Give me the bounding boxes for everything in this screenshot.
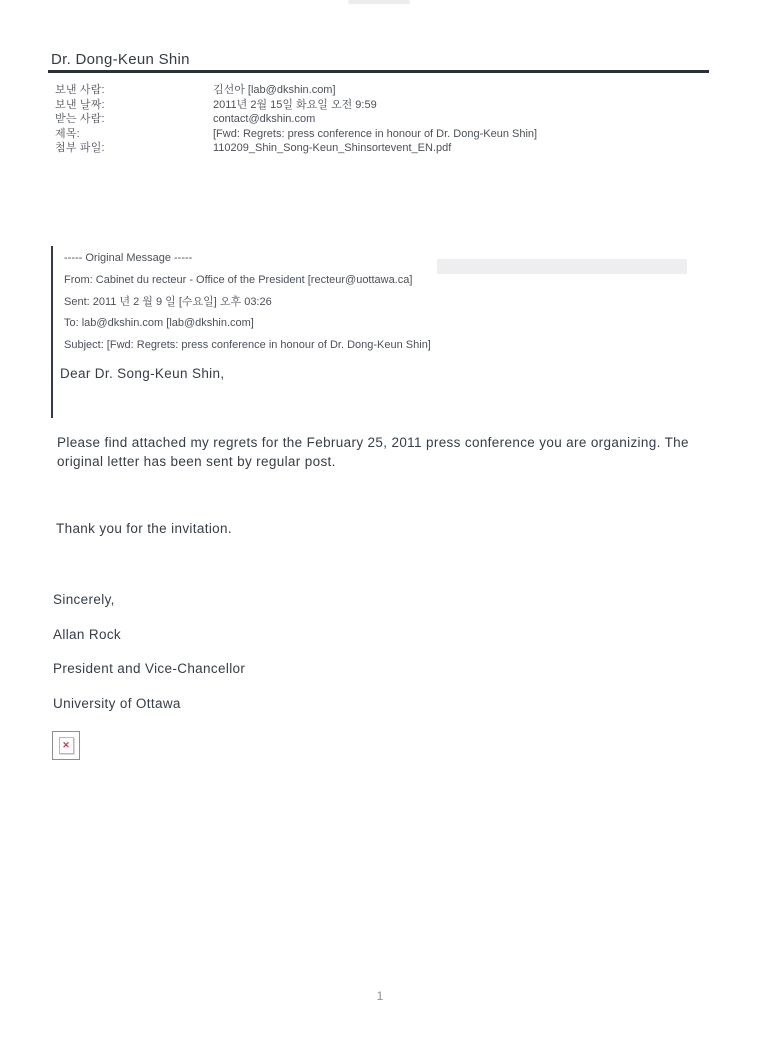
- sent-date-value: 2011년 2월 15일 화요일 오전 9:59: [213, 98, 377, 111]
- broken-image-placeholder: [52, 731, 80, 760]
- to-label: 받는 사람:: [55, 113, 105, 126]
- quoted-subject-line: Subject: [Fwd: Regrets: press conference in honour of Dr. Dong-Keun Shin]: [64, 339, 431, 352]
- attachment-value: 110209_Shin_Song-Keun_Shinsortevent_EN.pdf: [213, 142, 452, 155]
- subject-value: [Fwd: Regrets: press conference in honour of Dr. Dong-Keun Shin]: [213, 127, 538, 140]
- quoted-to-line: To: lab@dkshin.com [lab@dkshin.com]: [64, 317, 254, 330]
- attachment-label: 첨부 파일:: [55, 142, 105, 155]
- quote-bar: [51, 246, 53, 418]
- header-field-row: [55, 98, 703, 113]
- quoted-sent-line: Sent: 2011 년 2 월 9 일 [수요일] 오후 03:26: [64, 295, 272, 308]
- signature-title: President and Vice-Chancellor: [53, 661, 246, 676]
- to-value: contact@dkshin.com: [213, 113, 316, 126]
- email-header-fields: [55, 83, 703, 156]
- from-value: 김선아 [lab@dkshin.com]: [213, 84, 336, 96]
- page-number: 1: [376, 989, 384, 1003]
- signature-name: Allan Rock: [53, 627, 122, 642]
- broken-image-icon: [59, 737, 74, 754]
- body-paragraph: Please find attached my regrets for the February 25, 2011 press conference you are organizing. The original letter has been sent by regular post.: [57, 435, 689, 469]
- header-field-row: [55, 127, 703, 142]
- quoted-from-line: From: Cabinet du recteur - Office of the President [recteur@uottawa.ca]: [64, 273, 413, 286]
- closing-line: Sincerely,: [53, 592, 115, 607]
- header-field-row: [55, 83, 703, 98]
- subject-label: 제목:: [55, 127, 80, 140]
- thanks-line: Thank you for the invitation.: [56, 521, 232, 536]
- signature-org: University of Ottawa: [53, 696, 181, 711]
- red-x-icon: ✕: [62, 740, 70, 750]
- header-field-row: [55, 141, 703, 156]
- page-title: Dr. Dong-Keun Shin: [51, 51, 190, 68]
- title-underline: [48, 70, 709, 73]
- salutation: Dear Dr. Song-Keun Shin,: [60, 366, 225, 381]
- scan-artifact: [348, 0, 410, 4]
- sent-date-label: 보낸 날짜:: [55, 98, 105, 111]
- original-message-separator: ----- Original Message -----: [64, 252, 193, 264]
- header-field-row: [55, 112, 703, 127]
- from-label: 보낸 사람:: [55, 84, 105, 96]
- original-message-block: [64, 248, 684, 357]
